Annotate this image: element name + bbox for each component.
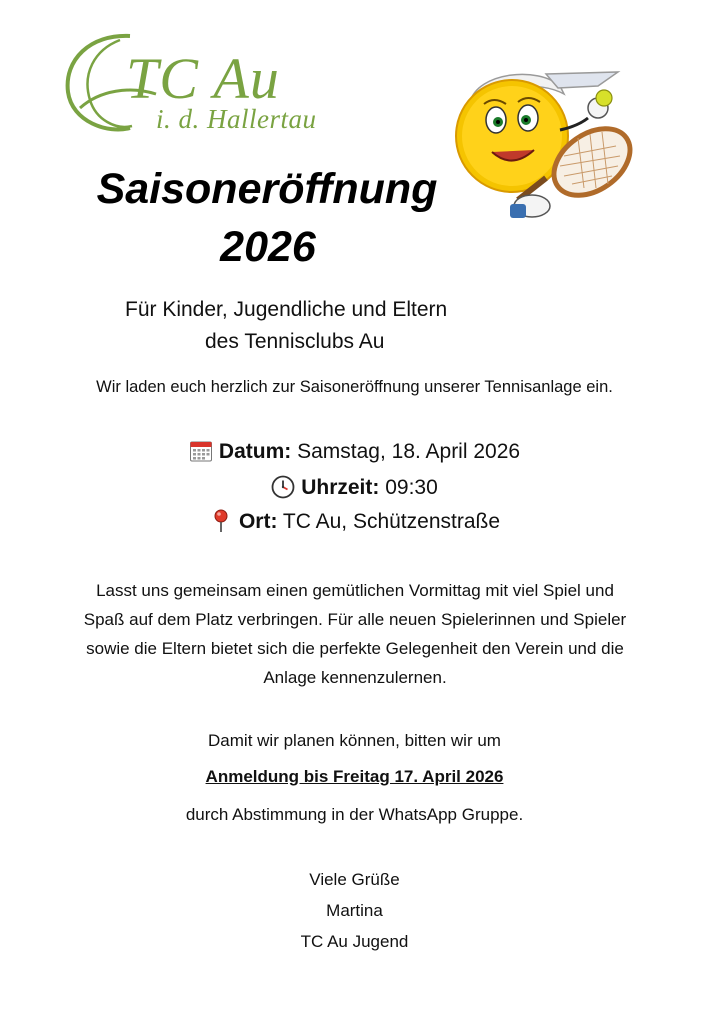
paragraph-line: Spaß auf dem Platz verbringen. Für alle neuen Spielerinnen und Spieler xyxy=(83,610,627,629)
paragraph-line: sowie die Eltern bietet sich die perfekte Gelegenheit den Verein und die xyxy=(86,639,624,658)
time-line xyxy=(0,475,709,499)
club-logo xyxy=(60,30,390,140)
place-line xyxy=(0,509,709,533)
date-value: Samstag, 18. April 2026 xyxy=(297,439,521,463)
registration-method: durch Abstimmung in der WhatsApp Gruppe. xyxy=(185,805,524,824)
calendar-icon xyxy=(189,439,213,463)
description-paragraph xyxy=(30,576,680,692)
audience-line-1: Für Kinder, Jugendliche und Eltern xyxy=(125,298,448,321)
audience-line-2: des Tennisclubs Au xyxy=(205,330,385,353)
intro-text: Wir laden euch herzlich zur Saisoneröffnung unserer Tennisanlage ein. xyxy=(96,378,613,396)
registration-deadline: Anmeldung bis Freitag 17. April 2026 xyxy=(205,767,504,786)
paragraph-line: Anlage kennenzulernen. xyxy=(263,668,447,687)
place-label: Ort: xyxy=(238,509,278,533)
closing-greeting: Viele Grüße xyxy=(309,870,400,889)
date-line xyxy=(0,439,709,463)
closing-name: Martina xyxy=(326,901,383,920)
time-value: 09:30 xyxy=(385,475,438,499)
headline-year: 2026 xyxy=(220,223,316,271)
time-label: Uhrzeit: xyxy=(301,475,380,499)
closing-organization: TC Au Jugend xyxy=(300,932,409,951)
club-name: TC Au xyxy=(126,46,280,111)
club-location: i. d. Hallertau xyxy=(156,104,317,134)
clock-icon xyxy=(271,475,295,499)
pushpin-icon xyxy=(209,509,233,533)
place-value: TC Au, Schützenstraße xyxy=(282,509,501,533)
registration-request: Damit wir planen können, bitten wir um xyxy=(208,731,501,750)
date-label: Datum: xyxy=(218,439,292,463)
paragraph-line: Lasst uns gemeinsam einen gemütlichen Vormittag mit viel Spiel und xyxy=(96,581,614,600)
headline-title: Saisoneröffnung xyxy=(96,165,438,213)
